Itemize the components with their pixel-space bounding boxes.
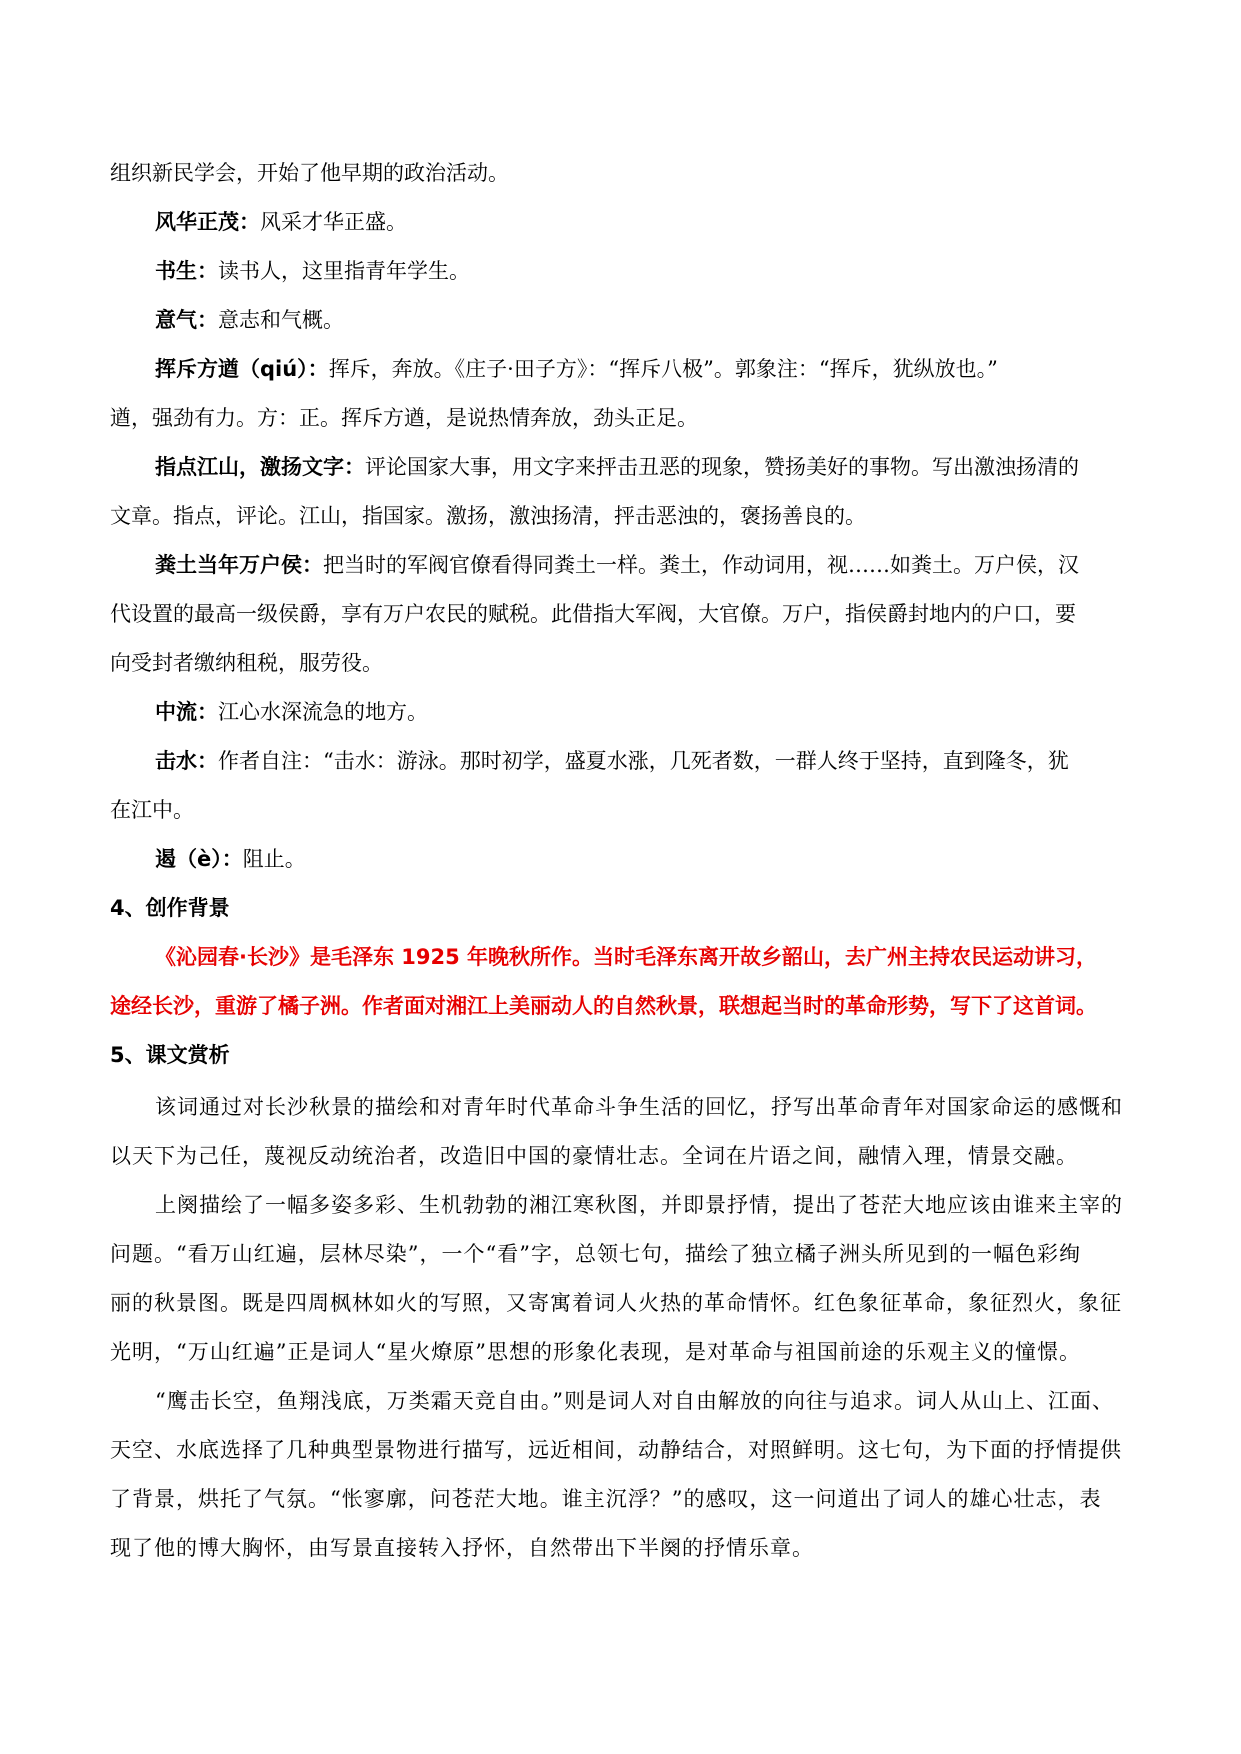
note-fenghua xyxy=(155,208,407,236)
note-jishui xyxy=(155,747,1069,775)
note-jishui-cont: 在江中。 xyxy=(110,798,194,822)
note-huichi xyxy=(155,355,998,383)
note-term: 意气： xyxy=(155,308,218,332)
note-zhidian-cont: 文章。指点，评论。江山，指国家。激扬，激浊扬清，抨击恶浊的，褒扬善良的。 xyxy=(110,504,866,528)
note-fentu-cont-2: 向受封者缴纳租税，服劳役。 xyxy=(110,651,383,675)
background-line-2: 途经长沙，重游了橘子洲。作者面对湘江上美丽动人的自然秋景，联想起当时的革命形势，写下了这首词。 xyxy=(110,994,1097,1018)
note-text: 阻止。 xyxy=(242,847,306,871)
appreciation-p3-line-2: 天空、水底选择了几种典型景物进行描写，远近相间，动静结合，对照鲜明。这七句，为下面的抒情提供 xyxy=(110,1438,1122,1462)
note-text: 读书人，这里指青年学生。 xyxy=(218,259,470,283)
note-term: 中流： xyxy=(155,700,218,724)
note-text: 作者自注：“击水：游泳。那时初学，盛夏水涨，几死者数，一群人终于坚持，直到隆冬，犹 xyxy=(218,749,1069,773)
note-text: 把当时的军阀官僚看得同粪土一样。粪土，作动词用，视……如粪土。万户侯，汉 xyxy=(323,553,1079,577)
note-text: 江心水深流急的地方。 xyxy=(218,700,428,724)
note-fentu-cont-1: 代设置的最高一级侯爵，享有万户农民的赋税。此借指大军阀，大官僚。万户，指侯爵封地内的户口，要 xyxy=(110,602,1076,626)
note-term: 遏（è）： xyxy=(155,847,243,871)
note-text: 风采才华正盛。 xyxy=(260,210,407,234)
note-term: 击水： xyxy=(155,749,218,773)
note-text: 评论国家大事，用文字来抨击丑恶的现象，赞扬美好的事物。写出激浊扬清的 xyxy=(365,455,1079,479)
appreciation-p1-line-2: 以天下为己任，蔑视反动统治者，改造旧中国的豪情壮志。全词在片语之间，融情入理，情景交融。 xyxy=(110,1144,1078,1168)
note-zhidian xyxy=(155,453,1079,481)
appreciation-p2-line-3: 丽的秋景图。既是四周枫林如火的写照，又寄寓着词人火热的革命情怀。红色象征革命，象征烈火，象征 xyxy=(110,1291,1122,1315)
note-term: 粪土当年万户侯： xyxy=(155,553,323,577)
note-text: 意志和气概。 xyxy=(218,308,344,332)
appreciation-p2-line-1: 上阕描绘了一幅多姿多彩、生机勃勃的湘江寒秋图，并即景抒情，提出了苍茫大地应该由谁来主宰的 xyxy=(155,1193,1123,1217)
appreciation-p3-line-1: “鹰击长空，鱼翔浅底，万类霜天竞自由。”则是词人对自由解放的向往与追求。词人从山上、江面、 xyxy=(155,1389,1114,1413)
note-e xyxy=(155,845,306,873)
note-term: 挥斥方遒（qiú）： xyxy=(155,357,329,381)
appreciation-p2-line-4: 光明，“万山红遍”正是词人“星火燎原”思想的形象化表现，是对革命与祖国前途的乐观主义的憧憬。 xyxy=(110,1340,1081,1364)
note-fentu xyxy=(155,551,1079,579)
section-heading-background: 4、创作背景 xyxy=(110,896,230,920)
section-heading-appreciation: 5、课文赏析 xyxy=(110,1043,230,1067)
note-text: 挥斥，奔放。《庄子·田子方》：“挥斥八极”。郭象注：“挥斥，犹纵放也。” xyxy=(328,357,998,381)
note-term: 风华正茂： xyxy=(155,210,260,234)
note-huichi-cont: 遒，强劲有力。方：正。挥斥方遒，是说热情奔放，劲头正足。 xyxy=(110,406,698,430)
appreciation-p3-line-3: 了背景，烘托了气氛。“怅寥廓，问苍茫大地。谁主沉浮？”的感叹，这一问道出了词人的雄心壮志，表 xyxy=(110,1487,1102,1511)
note-term: 指点江山，激扬文字： xyxy=(155,455,365,479)
note-yiqi xyxy=(155,306,344,334)
appreciation-p2-line-2: 问题。“看万山红遍，层林尽染”，一个“看”字，总领七句，描绘了独立橘子洲头所见到的一幅色彩绚 xyxy=(110,1242,1081,1266)
appreciation-p1-line-1: 该词通过对长沙秋景的描绘和对青年时代革命斗争生活的回忆，抒写出革命青年对国家命运的感慨和 xyxy=(155,1095,1123,1119)
appreciation-p3-line-4: 现了他的博大胸怀，由写景直接转入抒怀，自然带出下半阕的抒情乐章。 xyxy=(110,1536,814,1560)
note-term: 书生： xyxy=(155,259,218,283)
note-shusheng xyxy=(155,257,470,285)
intro-tail-line: 组织新民学会，开始了他早期的政治活动。 xyxy=(110,161,509,185)
note-zhongliu xyxy=(155,698,428,726)
background-line-1: 《沁园春·长沙》是毛泽东 1925 年晚秋所作。当时毛泽东离开故乡韶山，去广州主持农民运动讲习， xyxy=(155,945,1098,969)
